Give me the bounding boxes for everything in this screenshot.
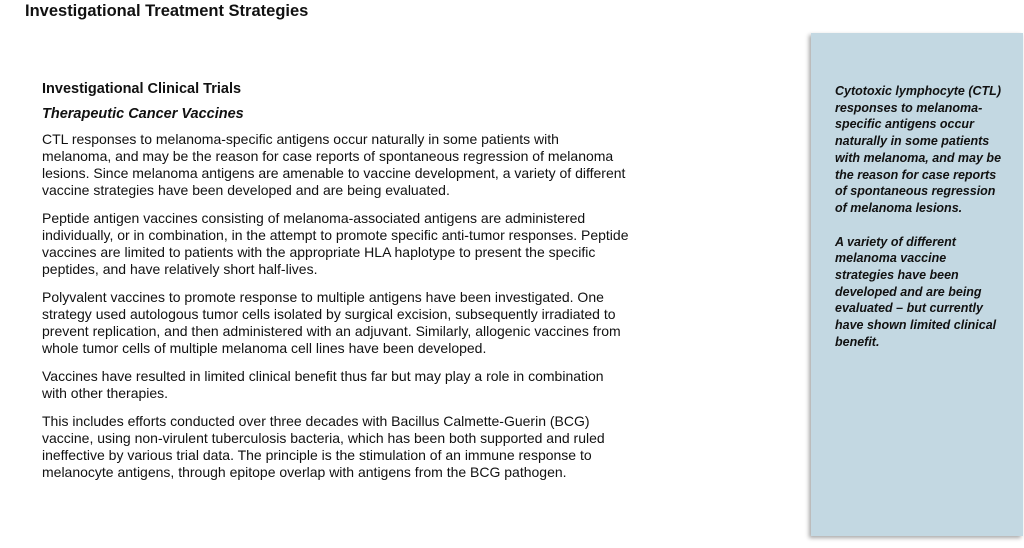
subsection-heading: Therapeutic Cancer Vaccines <box>42 106 244 122</box>
paragraph-clinical-benefit: Vaccines have resulted in limited clinical benefit thus far but may play a role in combination with other therapies. <box>42 368 604 401</box>
sidebar-quote-ctl: Cytotoxic lymphocyte (CTL) responses to melanoma-specific antigens occur naturally in some patients with melanoma, and may be the reason for case reports of spontaneous regression of melanoma lesions. <box>835 84 1002 215</box>
page-title: Investigational Treatment Strategies <box>25 2 309 20</box>
paragraph-ctl-responses: CTL responses to melanoma-specific antigens occur naturally in some patients with melanoma, and may be the reason for case reports of spontaneous regression of melanoma lesions. Since melanoma antigens are amenable to vaccine development, a variety of different vaccine strategies have been developed and are being evaluated. <box>42 131 626 198</box>
section-heading: Investigational Clinical Trials <box>42 81 242 97</box>
paragraph-polyvalent-vaccines: Polyvalent vaccines to promote response to multiple antigens have been investigated. One strategy used autologous tumor cells isolated by surgical excision, subsequently irradiated to prevent replication, and then administered with an adjuvant. Similarly, allogenic vaccines from whole tumor cells of multiple melanoma cell lines have been developed. <box>42 289 621 356</box>
paragraph-bcg-vaccine: This includes efforts conducted over three decades with Bacillus Calmette-Guerin (BCG) vaccine, using non-virulent tuberculosis bacteria, which has been both supported and ruled ineffective by various trial data. The principle is the stimulation of an immune response to melanocyte antigens, through epitope overlap with antigens from the BCG pathogen. <box>42 413 605 480</box>
main-content <box>42 80 632 492</box>
sidebar-quote-vaccine-strategies: A variety of different melanoma vaccine strategies have been developed and are being evaluated – but currently have shown limited clinical benefit. <box>835 234 997 349</box>
paragraph-peptide-vaccines: Peptide antigen vaccines consisting of melanoma-associated antigens are administered individually, or in combination, in the attempt to promote specific anti-tumor responses. Peptide vaccines are limited to patients with the appropriate HLA haplotype to present the specific peptides, and have relatively short half-lives. <box>42 210 629 277</box>
sidebar-callout <box>811 33 1023 536</box>
